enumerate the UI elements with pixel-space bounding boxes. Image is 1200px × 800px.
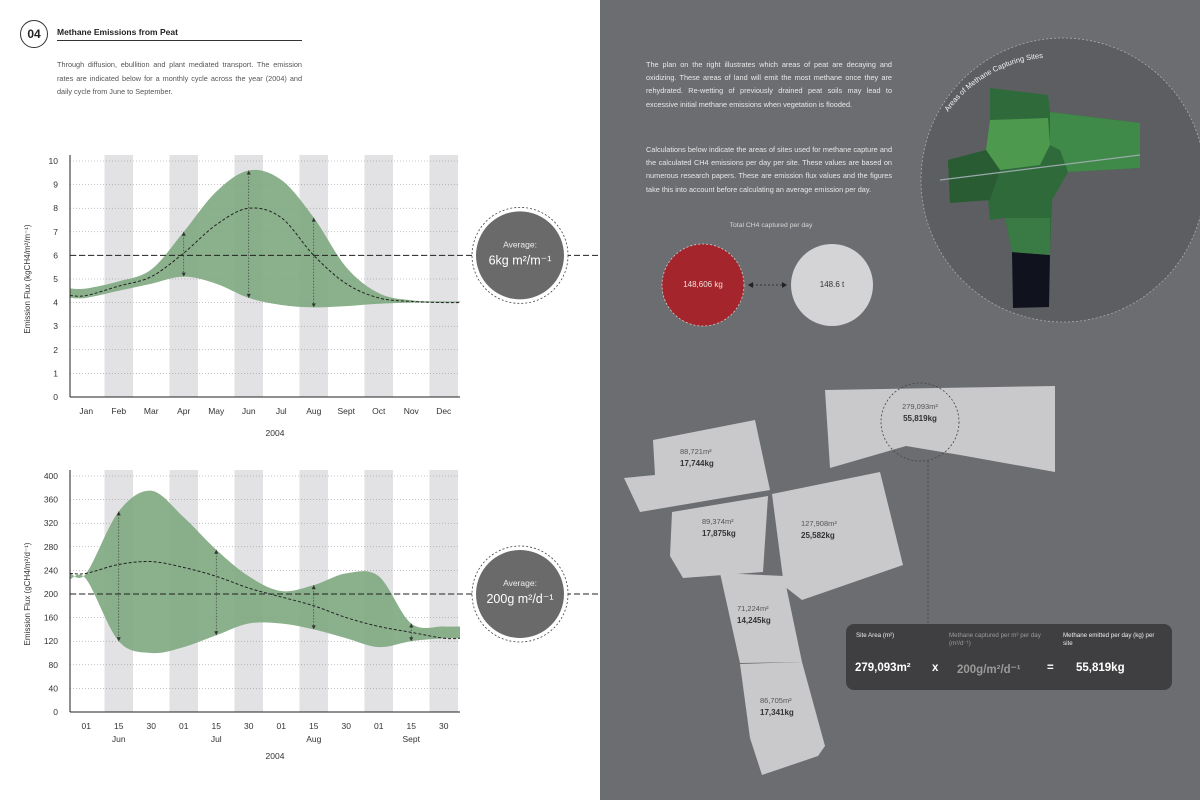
x-tick-label: 01 [179,721,189,731]
y-tick-label: 7 [53,226,58,237]
x-tick-label: Jul [275,406,287,416]
calc-multiply: x [932,662,939,674]
y-tick-label: 40 [48,683,58,694]
x-tick-label: Dec [436,406,452,416]
y-tick-label: 10 [48,156,58,166]
site-label-5: 71,224m² 14,245kg [737,604,771,625]
calc-rate: 200g/m²/d⁻¹ [957,664,1021,676]
x-tick-label: 01 [81,721,91,731]
y-tick-label: 5 [53,274,58,284]
y-tick-label: 0 [53,392,58,402]
calc-header-area: Site Area (m²) [856,632,895,639]
y-axis-label: Emission Flux (gCH4/m²/d⁻¹) [23,542,32,646]
y-tick-label: 400 [43,471,58,481]
x-tick-label: Mar [143,406,159,416]
x-tick-label: Jan [79,406,94,416]
calc-site-area: 279,093m² [855,662,911,674]
y-tick-label: 6 [53,250,58,261]
y-tick-label: 320 [43,518,58,529]
x-tick-label: 01 [276,721,286,731]
x-axis-label: 2004 [265,428,285,438]
y-tick-label: 200 [43,589,58,599]
x-tick-label: 15 [309,721,319,731]
page-title: Methane Emissions from Peat [57,27,178,37]
y-tick-label: 9 [53,179,58,190]
x-tick-label: Aug [306,406,322,416]
calculation-description: Calculations below indicate the areas of sites used for methane capture and the calculated CH4 emissions per day per site. These values are based on numerous research papers. These are emission flux values and the figures take this into account before calculating an average emission per day. [646,145,892,194]
y-tick-label: 360 [43,494,58,505]
month-label: Sept [402,734,420,744]
y-tick-label: 8 [53,203,58,214]
x-tick-label: Nov [403,406,419,416]
aerial-arc-label: Areas of Methane Capturing Sites [942,50,1044,114]
average-label: Average: [503,578,537,588]
x-tick-label: Apr [177,406,191,416]
y-tick-label: 2 [53,344,58,355]
plan-description: The plan on the right illustrates which areas of peat are decaying and oxidizing. These areas of land will emit the most methane once they are rehydrated. Re-wetting of previously drained peat soils may lead to excessive initial methane emissions when vegetation is flooded. [646,60,892,109]
x-tick-label: Jun [241,406,256,416]
x-tick-label: 30 [146,721,156,731]
average-value: 6kg m²/m⁻¹ [488,253,552,268]
month-label: Aug [306,734,322,744]
y-tick-label: 120 [43,636,58,647]
y-tick-label: 0 [53,707,58,717]
captured-kg-value: 148,606 kg [683,280,723,289]
site-label-1: 279,093m² 55,819kg [902,402,938,423]
x-tick-label: Oct [372,406,386,416]
site-label-4: 127,908m² 25,582kg [801,519,837,540]
x-tick-label: Sept [337,406,355,416]
captured-tonnes-value: 148.6 t [819,280,845,289]
x-tick-label: 30 [244,721,254,731]
y-tick-label: 3 [53,321,58,332]
y-tick-label: 4 [53,297,58,308]
site-label-6: 86,705m² 17,341kg [760,696,794,717]
y-tick-label: 280 [43,541,58,552]
x-tick-label: May [208,406,225,416]
x-tick-label: 15 [406,721,416,731]
capture-label: Total CH4 captured per day [729,222,813,229]
site-label-3: 89,374m² 17,875kg [702,517,736,538]
month-label: Jul [210,734,222,744]
y-tick-label: 160 [43,612,58,623]
y-axis-label: Emission Flux (kgCH4/m²/m⁻¹) [23,224,32,334]
month-label: Jun [111,734,126,744]
x-axis-label: 2004 [265,751,285,761]
section-number: 04 [20,20,48,48]
x-tick-label: 15 [114,721,124,731]
x-tick-label: 01 [374,721,384,731]
site-label-2: 88,721m² 17,744kg [680,447,714,468]
calc-equals: = [1047,662,1054,674]
calc-header-rate: Methane captured per m² per day (m²/d⁻¹) [949,632,1041,647]
average-label: Average: [503,239,537,250]
y-tick-label: 1 [53,368,58,379]
x-tick-label: 15 [211,721,221,731]
intro-text: Through diffusion, ebullition and plant mediated transport. The emission rates are indicated below for a monthly cycle across the year (2004) and daily cycle from June to September. [57,60,302,96]
x-tick-label: 30 [439,721,449,731]
calculation-box [846,624,1172,690]
x-tick-label: 30 [341,721,351,731]
calc-header-emitted: Methane emitted per day (kg) per site [1063,632,1155,647]
average-value: 200g m²/d⁻¹ [486,592,554,606]
y-tick-label: 80 [48,659,58,670]
calc-emitted: 55,819kg [1076,662,1125,674]
y-tick-label: 240 [43,565,58,576]
x-tick-label: Feb [111,406,127,416]
